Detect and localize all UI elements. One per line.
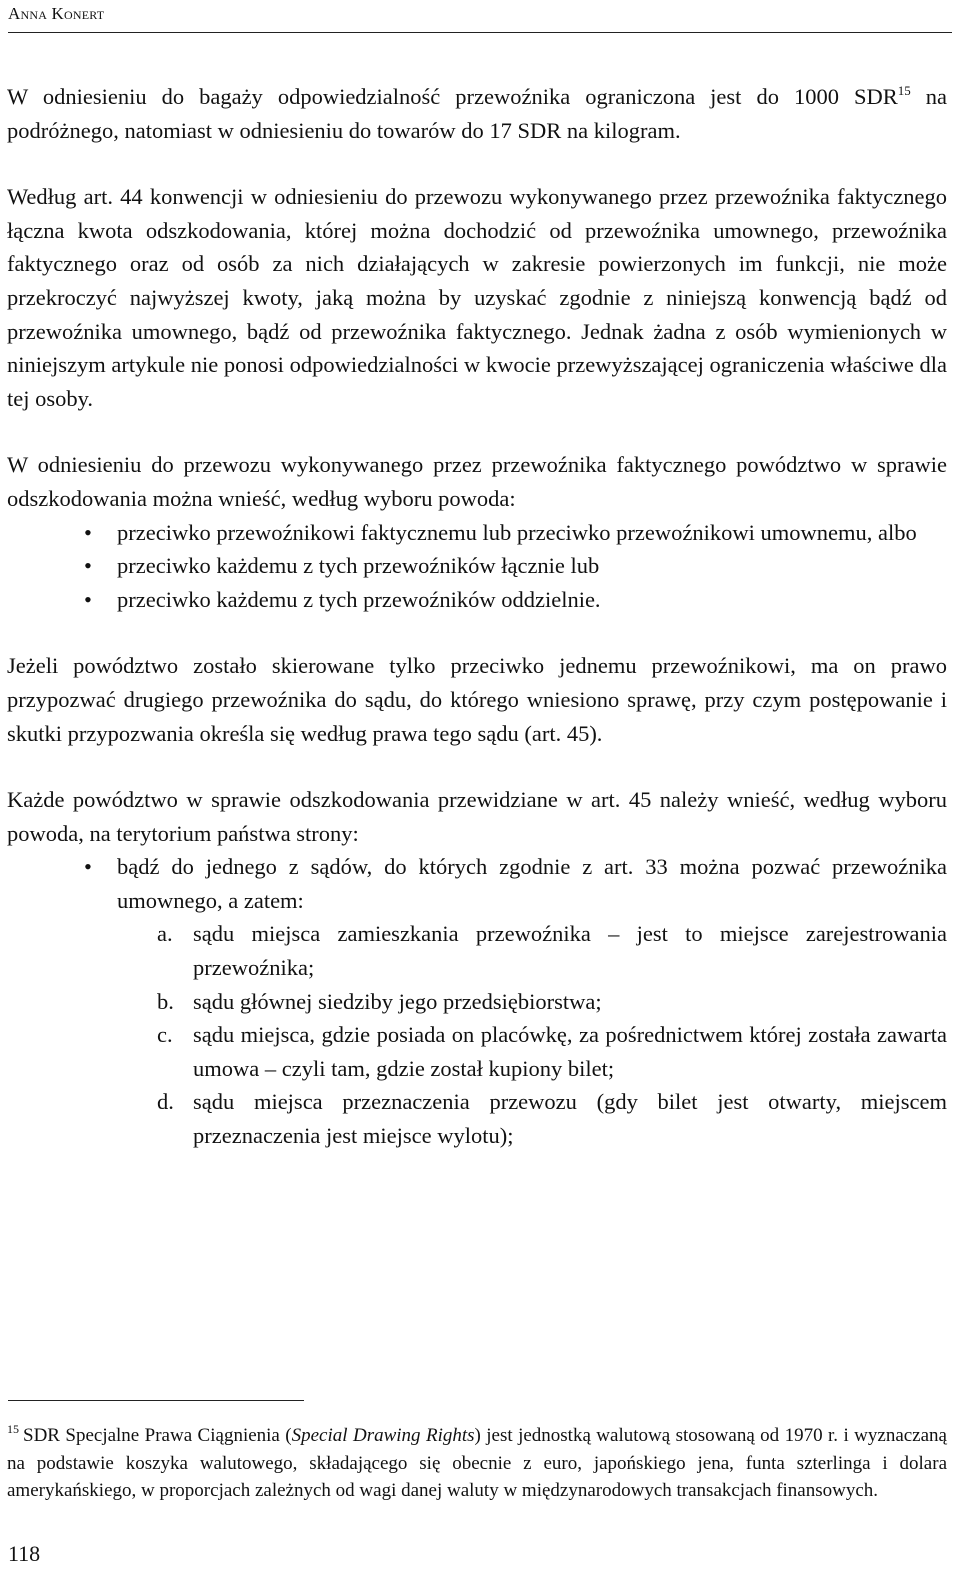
list-item <box>7 516 947 550</box>
sublist-letter: b. <box>157 988 174 1014</box>
paragraph-text: na podróżnego, natomiast w odniesieniu do towarów do 17 SDR na kilogram. <box>7 84 947 143</box>
bullet-list-courts <box>7 850 947 917</box>
footnote <box>7 1422 947 1505</box>
list-item-text: przeciwko przewoźnikowi faktycznemu lub przeciwko przewoźnikowi umownemu, albo <box>117 519 917 545</box>
sublist-letter: d. <box>157 1089 174 1115</box>
footnote-separator <box>8 1400 304 1401</box>
sublist-item <box>7 1018 947 1085</box>
bullet-icon: • <box>84 553 92 579</box>
sublist-text: sądu miejsca przeznaczenia przewozu (gdy bilet jest otwarty, miejscem przeznaczenia jest miejsce wylotu); <box>193 1089 947 1149</box>
sublist-letter: a. <box>157 921 173 947</box>
paragraph-third-party: Jeżeli powództwo zostało skierowane tylko przeciwko jednemu przewoźnikowi, ma on prawo przypozwać drugiego przewoźnika do sądu, do którego wniesiono sprawę, przy czym postępowanie i skutki przypozwania określa się według prawa tego sądu (art. 45). <box>7 653 947 746</box>
paragraph-jurisdiction: Każde powództwo w sprawie odszkodowania przewidziane w art. 45 należy wnieść, według wyboru powoda, na terytorium państwa strony: <box>7 787 947 846</box>
sublist-item <box>7 1085 947 1152</box>
list-item-text: przeciwko każdemu z tych przewoźników oddzielnie. <box>117 586 601 612</box>
main-text <box>7 80 947 1153</box>
list-item-text: przeciwko każdemu z tych przewoźników łącznie lub <box>117 553 600 579</box>
list-item-text: bądź do jednego z sądów, do których zgodnie z art. 33 można pozwać przewoźnika umownego, a zatem: <box>117 854 947 913</box>
footnote-text: SDR Specjalne Prawa Ciągnienia ( <box>23 1425 292 1446</box>
sublist-item <box>7 985 947 1019</box>
paragraph-art-44: Według art. 44 konwencji w odniesieniu do przewozu wykonywanego przez przewoźnika faktycznego łączna kwota odszkodowania, której można dochodzić od przewoźnika umownego, przewoźnika faktycznego oraz od osób za nich działających w zakresie powierzonych im funkcji, nie może przekroczyć najwyższej kwoty, jaką można by uzyskać zgodnie z niniejszą konwencją bądź od przewoźnika umownego, bądź od przewoźnika faktycznego. Jednak żadna z osób wymienionych w niniejszym artykule nie ponosi odpowiedzialności w kwocie przewyższającej ograniczenia właściwe dla tej osoby. <box>7 184 947 411</box>
paragraph-claims: W odniesieniu do przewozu wykonywanego przez przewoźnika faktycznego powództwo w sprawie odszkodowania można wnieść, według wyboru powoda: <box>7 452 947 511</box>
list-item <box>7 850 947 917</box>
sublist-item <box>7 917 947 984</box>
footnote-reference[interactable]: 15 <box>897 83 911 98</box>
bullet-list-defendants <box>7 516 947 617</box>
list-item <box>7 549 947 583</box>
sublist-text: sądu głównej siedziby jego przedsiębiorstwa; <box>193 988 602 1014</box>
sublist-courts <box>7 917 947 1152</box>
sublist-text: sądu miejsca, gdzie posiada on placówkę, za pośrednictwem której została zawarta umowa – czyli tam, gdzie został kupiony bilet; <box>193 1022 947 1081</box>
footnote-number: 15 <box>7 1422 19 1436</box>
bullet-icon: • <box>84 854 92 880</box>
sublist-text: sądu miejsca zamieszkania przewoźnika – jest to miejsce zarejestrowania przewoźnika; <box>193 921 947 981</box>
footnote-text: ) jest jednostką walutową stosowaną od 1970 r. i wyznaczaną na podstawie koszyka walutowego, składającego się obecnie z euro, japońskiego jena, funta szterlinga i dolara amerykańskiego, w proporcjach zależnych od wagi danej waluty w międzynarodowych transakcjach finansowych. <box>7 1425 947 1502</box>
paragraph-baggage-liability <box>7 80 947 147</box>
sublist-letter: c. <box>157 1022 173 1048</box>
bullet-icon: • <box>84 586 92 612</box>
paragraph-text: W odniesieniu do bagaży odpowiedzialność przewoźnika ograniczona jest do 1000 SDR <box>7 84 898 109</box>
list-item <box>7 583 947 617</box>
running-head: Anna Konert <box>8 4 952 33</box>
page-number: 118 <box>8 1541 41 1566</box>
bullet-icon: • <box>84 519 92 545</box>
footnote-italic-term: Special Drawing Rights <box>291 1425 475 1446</box>
